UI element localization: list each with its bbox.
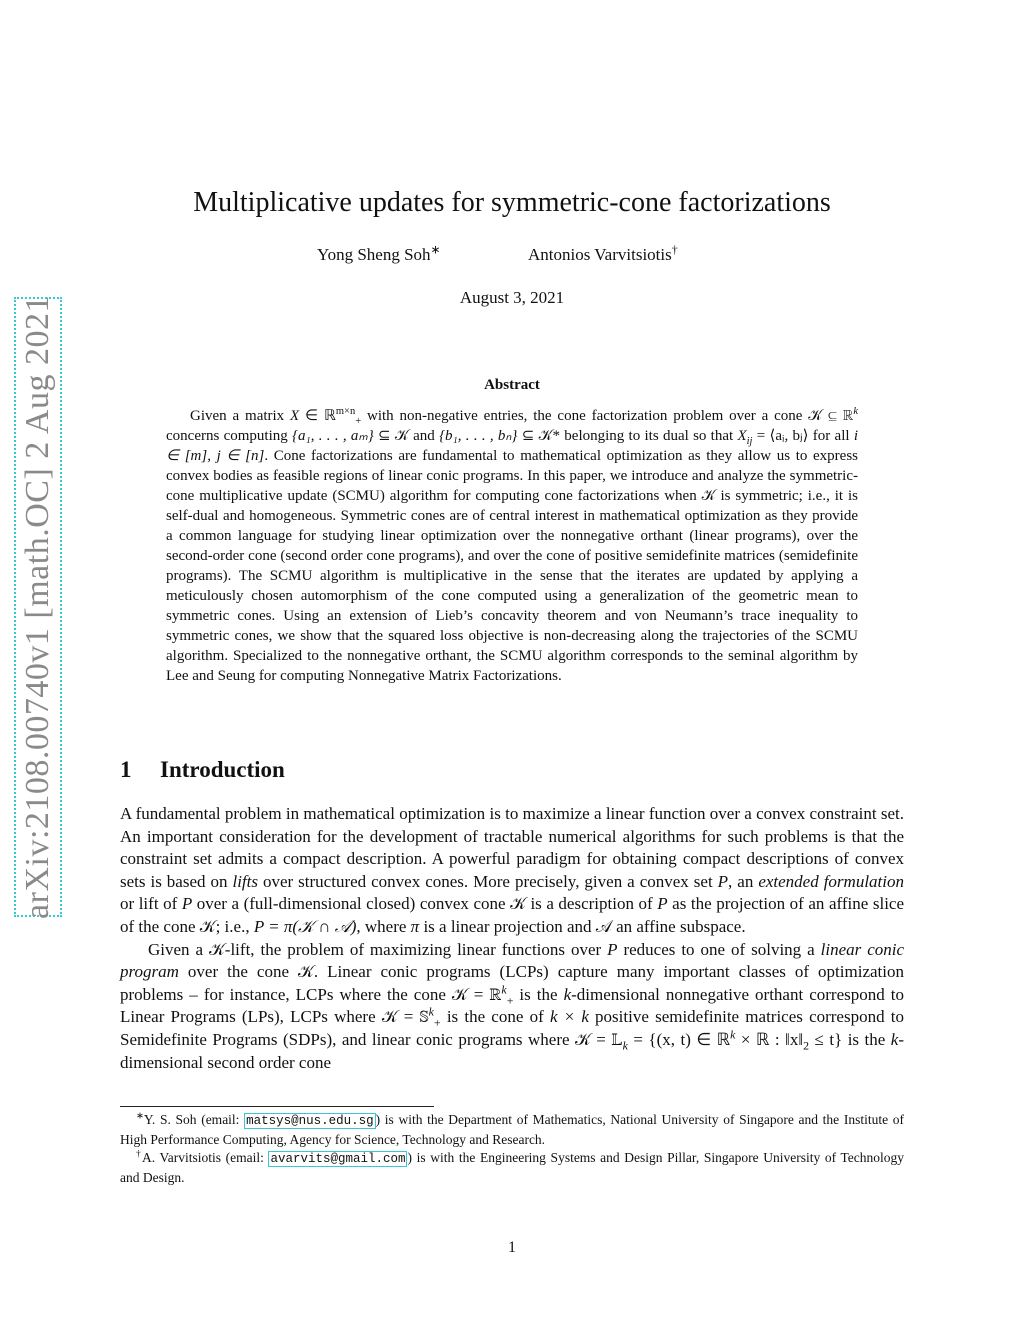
introduction-text	[120, 803, 904, 1074]
intro-paragraph-1: A fundamental problem in mathematical optimization is to maximize a linear function over a convex constraint set. An important consideration for the development of tractable numerical algorithms for such problems is that the constraint set admits a compact description. A powerful paradigm for obtaining compact descriptions of convex sets is based on lifts over structured convex cones. More precisely, given a convex set P, an extended formulation or lift of P over a (full-dimensional closed) convex cone 𝒦 is a description of P as the projection of an affine slice of the cone 𝒦; i.e., P = π(𝒦 ∩ 𝒜), where π is a linear projection and 𝒜 an affine subspace.	[120, 804, 905, 936]
author-1: Yong Sheng Soh∗	[317, 242, 441, 264]
abstract-heading: Abstract	[484, 377, 540, 393]
email-link-soh[interactable]: matsys@nus.edu.sg	[246, 1114, 374, 1128]
abstract-paragraph: Given a matrix X ∈ ℝ$^{m\times n}_+$ with non-negative entries, the cone factorization problem over a cone 𝒦 ⊆ ℝ$^k$ concerns computing {a₁, . . . , aₘ} ⊆ 𝒦 and {b₁, . . . , bₙ} ⊆ 𝒦* belonging to its dual so that $X_{ij}$ = ⟨aᵢ, bⱼ⟩ for all i ∈ [m], j ∈ [n]. Cone factorizations are fundamental to mathematical optimization as they allow us to express convex bodies as feasible regions of linear conic programs. In this paper, we introduce and analyze the symmetric-cone multiplicative update (SCMU) algorithm for computing cone factorizations when 𝒦 is symmetric; i.e., it is self-dual and homogeneous. Symmetric cones are of central interest in mathematical optimization as they provide a common language for studying linear optimization over the nonnegative orthant (linear programs), over the second-order cone (second order cone programs), and over the cone of positive semidefinite matrices (semidefinite programs). The SCMU algorithm is multiplicative in the sense that the iterates are updated by applying a meticulously chosen automorphism of the cone computed using a generalization of the geometric mean to symmetric cones. Using an extension of Lieb’s concavity theorem and von Neumann’s trace inequality to symmetric cones, we show that the squared loss objective is non-decreasing along the trajectories of the SCMU algorithm. Specialized to the nonnegative orthant, the SCMU algorithm corresponds to the seminal algorithm by Lee and Seung for computing Nonnegative Matrix Factorizations.	[166, 406, 859, 684]
arxiv-id: arXiv:2108.00740v1 [math.OC] 2 Aug 2021	[19, 295, 56, 919]
footnote-1: ∗Y. S. Soh (email: matsys@nus.edu.sg ) is with the Department of Mathematics, National University of Singapore and the Institute of High Performance Computing, Agency for Science, Technology and Research.	[120, 1111, 904, 1147]
author-2: Antonios Varvitsiotis†	[528, 242, 678, 264]
page-number: 1	[508, 1239, 516, 1256]
email-link-varvitsiotis[interactable]: avarvits@gmail.com	[270, 1152, 406, 1166]
paper-date: August 3, 2021	[459, 288, 565, 307]
section-heading: 1 Introduction	[120, 757, 285, 782]
paper-title: Multiplicative updates for symmetric-cone factorizations	[193, 187, 831, 218]
intro-paragraph-2: Given a 𝒦-lift, the problem of maximizing linear functions over P reduces to one of solving a linear conic program over the cone 𝒦. Linear conic programs (LCPs) capture many important classes of optimization problems – for instance, LCPs where the cone 𝒦 = ℝ$^k_+$ is the k-dimensional nonnegative orthant correspond to Linear Programs (LPs), LCPs where 𝒦 = 𝕊$^k_+$ is the cone of k × k positive semidefinite matrices correspond to Semidefinite Programs (SDPs), and linear conic programs where 𝒦 = 𝕃$_k$ = {(x, t) ∈ ℝ$^k$ × ℝ : $‖x‖_2 \le t$} is the k-dimensional second order cone	[120, 939, 905, 1072]
footnote-rule	[120, 1106, 434, 1107]
abstract-text	[166, 406, 858, 686]
footnotes	[120, 1111, 904, 1187]
footnote-2: †A. Varvitsiotis (email: avarvits@gmail.com ) is with the Engineering Systems and Design Pillar, Singapore University of Technology and Design.	[120, 1149, 904, 1185]
